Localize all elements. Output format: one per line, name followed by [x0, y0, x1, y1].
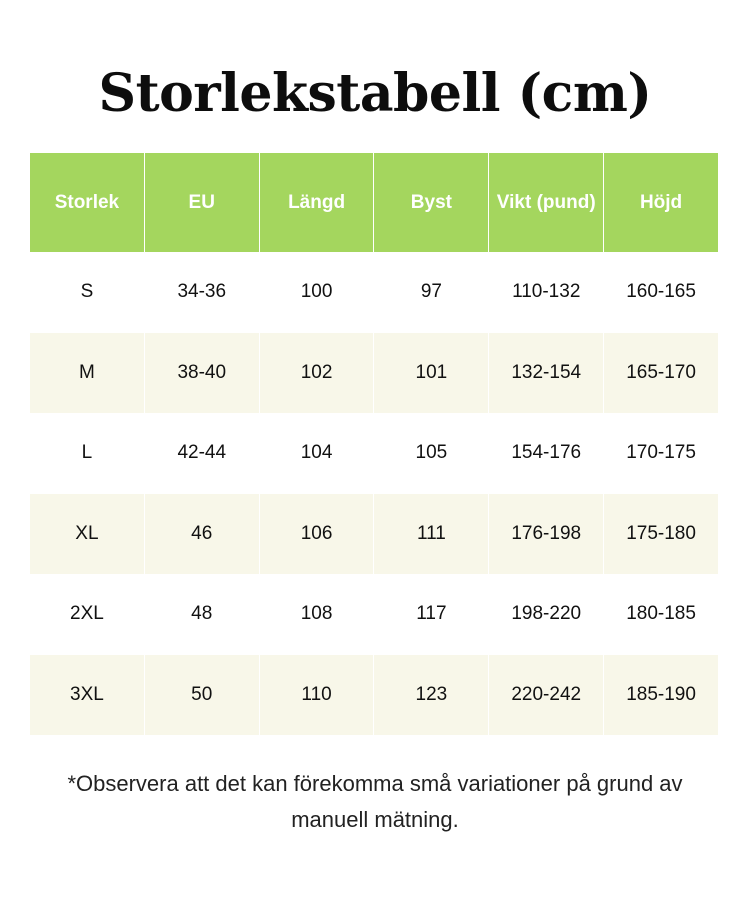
table-cell: 111	[374, 494, 489, 575]
table-row	[30, 413, 718, 494]
table-cell: 175-180	[604, 494, 718, 575]
table-cell: S	[30, 252, 145, 333]
table-cell: 2XL	[30, 574, 145, 655]
table-cell: M	[30, 333, 145, 414]
header-langd: Längd	[260, 153, 375, 252]
table-cell: 106	[260, 494, 375, 575]
table-cell: 42-44	[145, 413, 260, 494]
table-cell: 108	[260, 574, 375, 655]
header-vikt: Vikt (pund)	[489, 153, 604, 252]
table-cell: 117	[374, 574, 489, 655]
table-cell: 165-170	[604, 333, 718, 414]
page-title: Storlekstabell (cm)	[98, 63, 652, 124]
table-cell: 123	[374, 655, 489, 736]
table-row	[30, 252, 718, 333]
table-cell: 105	[374, 413, 489, 494]
size-table	[30, 153, 718, 735]
table-cell: 198-220	[489, 574, 604, 655]
header-byst: Byst	[374, 153, 489, 252]
table-cell: 110	[260, 655, 375, 736]
header-hojd: Höjd	[604, 153, 718, 252]
table-cell: 38-40	[145, 333, 260, 414]
header-storlek: Storlek	[30, 153, 145, 252]
table-row	[30, 333, 718, 414]
table-cell: 101	[374, 333, 489, 414]
measurement-note: *Observera att det kan förekomma små variationer på grund av manuell mätning.	[67, 771, 683, 832]
table-cell: 97	[374, 252, 489, 333]
table-cell: 110-132	[489, 252, 604, 333]
table-cell: 102	[260, 333, 375, 414]
table-cell: 100	[260, 252, 375, 333]
table-cell: L	[30, 413, 145, 494]
table-cell: 176-198	[489, 494, 604, 575]
table-cell: 170-175	[604, 413, 718, 494]
table-cell: 34-36	[145, 252, 260, 333]
table-cell: 132-154	[489, 333, 604, 414]
table-cell: 3XL	[30, 655, 145, 736]
table-row	[30, 574, 718, 655]
table-cell: 154-176	[489, 413, 604, 494]
table-cell: 220-242	[489, 655, 604, 736]
table-cell: 48	[145, 574, 260, 655]
table-cell: 50	[145, 655, 260, 736]
table-row	[30, 494, 718, 575]
table-cell: 104	[260, 413, 375, 494]
table-cell: 185-190	[604, 655, 718, 736]
table-cell: XL	[30, 494, 145, 575]
header-eu: EU	[145, 153, 260, 252]
table-row	[30, 655, 718, 736]
table-cell: 46	[145, 494, 260, 575]
table-cell: 160-165	[604, 252, 718, 333]
table-cell: 180-185	[604, 574, 718, 655]
table-header-row	[30, 153, 718, 252]
